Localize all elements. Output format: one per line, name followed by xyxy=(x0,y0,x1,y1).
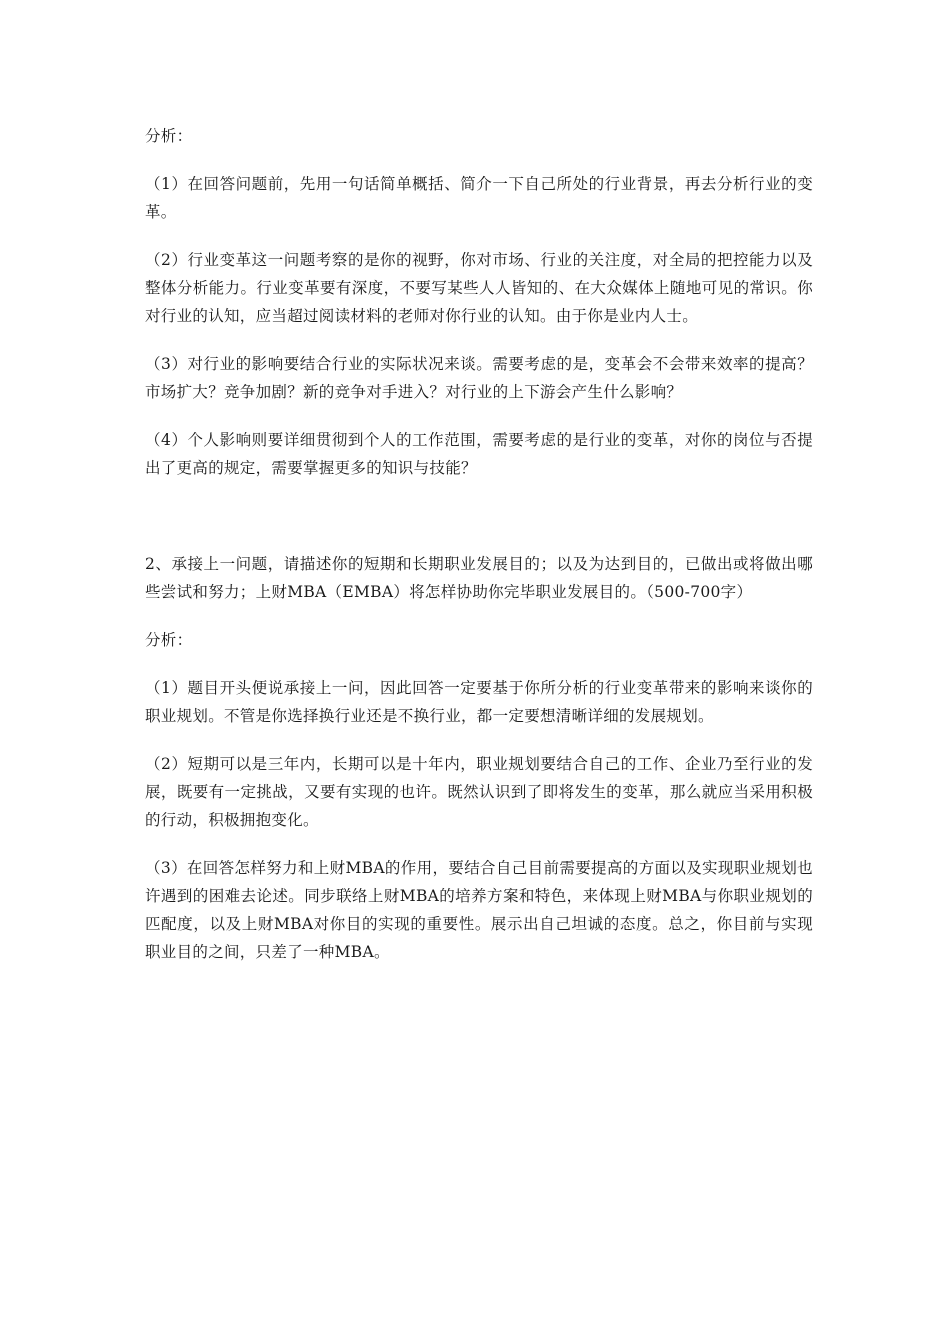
q2-analysis-point-3: （3）在回答怎样努力和上财MBA的作用，要结合自己目前需要提高的方面以及实现职业规划也许遇到的困难去论述。同步联络上财MBA的培养方案和特色，来体现上财MBA与你职业规划的匹配度，以及上财MBA对你目的实现的重要性。展示出自己坦诚的态度。总之，你目前与实现职业目的之间，只差了一种MBA。 xyxy=(145,859,813,961)
analysis-point-1: （1）在回答问题前，先用一句话简单概括、简介一下自己所处的行业背景，再去分析行业的变革。 xyxy=(145,175,813,221)
analysis-point-3: （3）对行业的影响要结合行业的实际状况来谈。需要考虑的是，变革会不会带来效率的提高？市场扩大？竞争加剧？新的竞争对手进入？对行业的上下游会产生什么影响？ xyxy=(145,355,813,401)
analysis-point-4: （4）个人影响则要详细贯彻到个人的工作范围，需要考虑的是行业的变革，对你的岗位与否提出了更高的规定，需要掌握更多的知识与技能？ xyxy=(145,431,813,477)
question-2: 2、承接上一问题，请描述你的短期和长期职业发展目的；以及为达到目的，已做出或将做出哪些尝试和努力；上财MBA（EMBA）将怎样协助你完毕职业发展目的。（500-700字） xyxy=(145,555,813,601)
section-spacer xyxy=(145,502,813,550)
analysis-label-2: 分析： xyxy=(145,631,193,649)
q2-analysis-point-2: （2）短期可以是三年内，长期可以是十年内，职业规划要结合自己的工作、企业乃至行业的发展，既要有一定挑战，又要有实现的也许。既然认识到了即将发生的变革，那么就应当采用积极的行动，积极拥抱变化。 xyxy=(145,755,813,829)
analysis-label: 分析： xyxy=(145,127,193,145)
analysis-point-2: （2）行业变革这一问题考察的是你的视野，你对市场、行业的关注度，对全局的把控能力以及整体分析能力。行业变革要有深度，不要写某些人人皆知的、在大众媒体上随地可见的常识。你对行业的认知，应当超过阅读材料的老师对你行业的认知。由于你是业内人士。 xyxy=(145,251,813,325)
q2-analysis-point-1: （1）题目开头便说承接上一问，因此回答一定要基于你所分析的行业变革带来的影响来谈你的职业规划。不管是你选择换行业还是不换行业，都一定要想清晰详细的发展规划。 xyxy=(145,679,813,725)
document-body xyxy=(145,122,813,986)
